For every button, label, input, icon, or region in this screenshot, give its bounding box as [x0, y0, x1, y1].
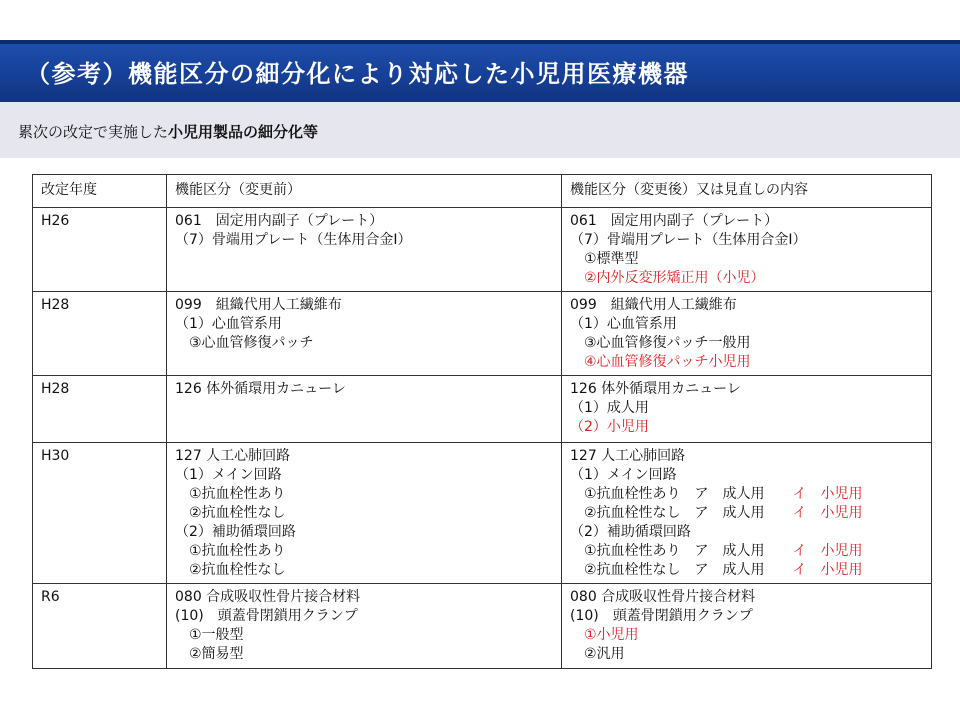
- subtitle-band: [0, 102, 960, 158]
- cell-after: [562, 443, 932, 584]
- cell-before: [167, 208, 562, 292]
- table-header-row: [33, 175, 932, 208]
- cell-line: [175, 315, 553, 334]
- subtitle: [18, 121, 318, 142]
- cell-line-tail: イ 小児用: [764, 543, 863, 559]
- cell-line-text: ①抗血栓性あり ア 成人用: [570, 543, 765, 559]
- cell-year: H28: [33, 376, 167, 443]
- cell-line: [570, 466, 923, 485]
- cell-line-text: ①一般型: [175, 627, 244, 643]
- cell-line: [175, 504, 553, 523]
- cell-line-text: 127 人工心肺回路: [570, 448, 686, 464]
- top-margin: [0, 0, 960, 40]
- cell-line-text: 126 体外循環用カニューレ: [175, 381, 346, 397]
- cell-year: H28: [33, 292, 167, 376]
- cell-line: [570, 607, 923, 626]
- cell-line: [175, 485, 553, 504]
- cell-line-text: ②抗血栓性なし: [175, 505, 286, 521]
- cell-line: [175, 212, 553, 231]
- cell-line: [175, 380, 553, 399]
- table-row: [33, 443, 932, 584]
- header-after: 機能区分（変更後）又は見直しの内容: [562, 175, 932, 208]
- cell-line-text: ①抗血栓性あり: [175, 543, 286, 559]
- cell-line: [570, 626, 923, 645]
- table-row: [33, 376, 932, 443]
- cell-line: [175, 466, 553, 485]
- cell-line-text: （1）メイン回路: [570, 467, 677, 483]
- cell-line-text: （7）骨端用プレート（生体用合金Ⅰ）: [175, 232, 412, 248]
- cell-line: [175, 542, 553, 561]
- cell-before: [167, 584, 562, 669]
- cell-line-text: （2）補助循環回路: [175, 524, 296, 540]
- cell-line-text: ②簡易型: [175, 646, 244, 662]
- cell-line: [570, 399, 923, 418]
- cell-line-text: 127 人工心肺回路: [175, 448, 291, 464]
- cell-line: [570, 296, 923, 315]
- cell-line: [570, 212, 923, 231]
- cell-line: [570, 542, 923, 561]
- cell-after: [562, 208, 932, 292]
- revision-table: [32, 174, 932, 669]
- cell-line: [175, 231, 553, 250]
- cell-line-text: （1）心血管系用: [175, 316, 282, 332]
- cell-before: [167, 292, 562, 376]
- cell-year: R6: [33, 584, 167, 669]
- cell-line-text: 080 合成吸収性骨片接合材料: [175, 589, 361, 605]
- cell-year: H26: [33, 208, 167, 292]
- cell-line-text: ①小児用: [570, 627, 639, 643]
- cell-line-text: ③心血管修復パッチ: [175, 335, 314, 351]
- cell-line-text: （1）メイン回路: [175, 467, 282, 483]
- cell-line-text: 099 組織代用人工繊維布: [570, 297, 737, 313]
- cell-before: [167, 376, 562, 443]
- cell-line: [175, 626, 553, 645]
- cell-line-text: ②抗血栓性なし: [175, 562, 286, 578]
- cell-line-text: 061 固定用内副子（プレート）: [175, 213, 384, 229]
- cell-line: [570, 334, 923, 353]
- cell-line-text: ②抗血栓性なし ア 成人用: [570, 505, 765, 521]
- cell-line-tail: イ 小児用: [764, 562, 863, 578]
- cell-line: [175, 447, 553, 466]
- cell-line-text: ②内外反変形矯正用（小児）: [570, 270, 765, 286]
- cell-line-text: ①抗血栓性あり ア 成人用: [570, 486, 765, 502]
- table-row: [33, 292, 932, 376]
- cell-line: [570, 315, 923, 334]
- cell-line: [175, 334, 553, 353]
- page-title: （参考）機能区分の細分化により対応した小児用医療機器: [26, 60, 689, 88]
- cell-after: [562, 376, 932, 443]
- cell-line-text: ③心血管修復パッチ一般用: [570, 335, 751, 351]
- cell-line: [175, 607, 553, 626]
- cell-line-text: （7）骨端用プレート（生体用合金Ⅰ）: [570, 232, 807, 248]
- cell-line-text: （2）小児用: [570, 419, 649, 435]
- cell-line: [570, 523, 923, 542]
- cell-line: [570, 588, 923, 607]
- cell-line: [175, 523, 553, 542]
- cell-year: H30: [33, 443, 167, 584]
- cell-line-text: （1）心血管系用: [570, 316, 677, 332]
- cell-line-text: （2）補助循環回路: [570, 524, 691, 540]
- subtitle-prefix: 累次の改定で実施した: [18, 123, 169, 141]
- table-row: [33, 208, 932, 292]
- cell-line-text: （1）成人用: [570, 400, 649, 416]
- cell-line: [570, 353, 923, 372]
- cell-line: [570, 269, 923, 288]
- header-before: 機能区分（変更前）: [167, 175, 562, 208]
- subtitle-emphasis: 小児用製品の細分化等: [168, 123, 319, 141]
- cell-line-text: (10) 頭蓋骨閉鎖用クランプ: [175, 608, 358, 624]
- header-year: 改定年度: [33, 175, 167, 208]
- cell-line-text: ②抗血栓性なし ア 成人用: [570, 562, 765, 578]
- cell-line: [570, 561, 923, 580]
- cell-line-text: 080 合成吸収性骨片接合材料: [570, 589, 756, 605]
- cell-line: [570, 380, 923, 399]
- cell-line: [175, 296, 553, 315]
- cell-line: [570, 447, 923, 466]
- cell-line-text: 061 固定用内副子（プレート）: [570, 213, 779, 229]
- cell-line-text: ①標準型: [570, 251, 639, 267]
- cell-line: [175, 588, 553, 607]
- title-bar: [0, 40, 960, 102]
- table-row: [33, 584, 932, 669]
- cell-line-tail: イ 小児用: [764, 486, 863, 502]
- cell-line: [175, 645, 553, 664]
- cell-line: [570, 250, 923, 269]
- cell-line-tail: イ 小児用: [764, 505, 863, 521]
- cell-line-text: ②汎用: [570, 646, 625, 662]
- cell-after: [562, 584, 932, 669]
- cell-line: [570, 645, 923, 664]
- cell-line: [570, 504, 923, 523]
- cell-after: [562, 292, 932, 376]
- cell-line: [570, 231, 923, 250]
- cell-line-text: ①抗血栓性あり: [175, 486, 286, 502]
- cell-line-text: (10) 頭蓋骨閉鎖用クランプ: [570, 608, 753, 624]
- cell-line-text: 099 組織代用人工繊維布: [175, 297, 342, 313]
- cell-line: [175, 561, 553, 580]
- cell-line: [570, 418, 923, 437]
- cell-line-text: 126 体外循環用カニューレ: [570, 381, 741, 397]
- cell-line-text: ④心血管修復パッチ小児用: [570, 354, 751, 370]
- cell-line: [570, 485, 923, 504]
- table-body: [33, 208, 932, 669]
- cell-before: [167, 443, 562, 584]
